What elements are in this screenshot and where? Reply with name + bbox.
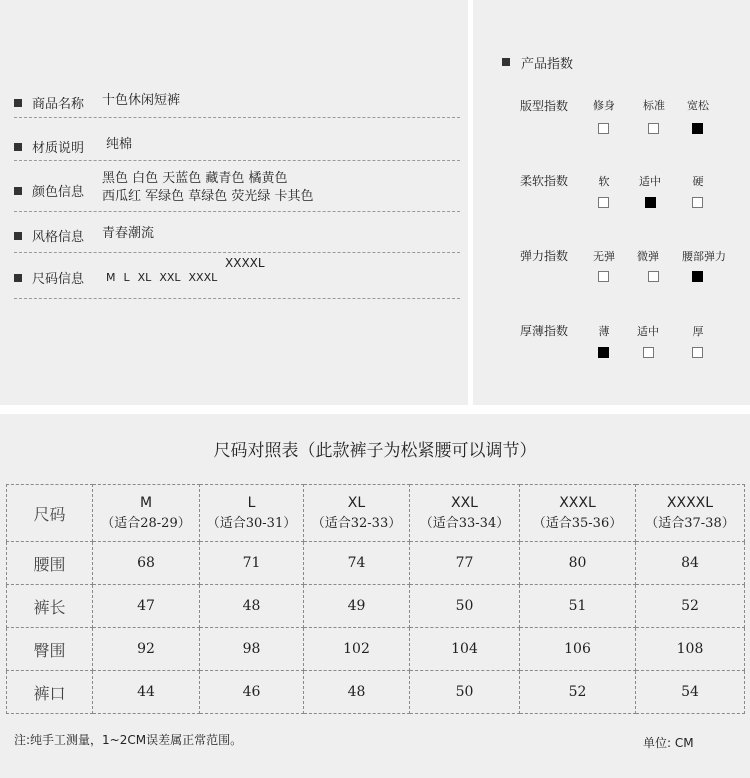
dashed-divider <box>14 252 460 253</box>
table-cell: 102 <box>304 628 410 671</box>
info-row-style <box>14 226 460 256</box>
index-option: 微弹 <box>637 250 659 263</box>
info-row-colors <box>14 170 460 218</box>
dashed-divider <box>14 160 460 161</box>
index-checkbox <box>598 123 609 134</box>
table-cell: 108 <box>636 628 745 671</box>
index-checkbox-selected <box>692 123 703 134</box>
size-item: L <box>123 271 130 284</box>
index-label: 弹力指数 <box>520 249 569 263</box>
size-name: M <box>139 495 153 511</box>
dashed-divider <box>14 211 460 212</box>
table-cell: 98 <box>200 628 304 671</box>
table-cell: 71 <box>200 542 304 585</box>
table-cell: 92 <box>93 628 200 671</box>
table-row <box>7 585 745 628</box>
index-checkbox <box>648 271 659 282</box>
info-label: 商品名称 <box>32 97 85 112</box>
index-option: 薄 <box>598 325 610 338</box>
table-cell: 44 <box>93 671 200 714</box>
index-label: 厚薄指数 <box>520 324 569 338</box>
table-cell: 48 <box>200 585 304 628</box>
table-cell: 47 <box>93 585 200 628</box>
product-index-panel <box>473 0 750 405</box>
index-checkbox-selected <box>645 197 656 208</box>
size-chart-table <box>6 484 745 714</box>
index-checkbox <box>692 347 703 358</box>
bullet-square <box>14 187 22 195</box>
unit-label: 单位: CM <box>643 736 694 750</box>
index-label: 版型指数 <box>520 99 569 113</box>
index-checkbox <box>643 347 654 358</box>
table-cell: 52 <box>636 585 745 628</box>
table-header-cell <box>410 485 520 542</box>
info-value-line1: 黑色 白色 天蓝色 藏青色 橘黄色 <box>102 171 288 186</box>
size-fit: （适合28-29） <box>101 516 191 531</box>
index-option: 软 <box>598 175 610 188</box>
table-cell: 52 <box>520 671 636 714</box>
table-corner-label: 尺码 <box>7 485 93 542</box>
index-option: 硬 <box>692 175 704 188</box>
table-cell: 51 <box>520 585 636 628</box>
size-name: XL <box>347 495 366 511</box>
info-label: 尺码信息 <box>32 272 85 287</box>
size-item: XXL <box>159 271 181 284</box>
index-option: 无弹 <box>593 250 615 263</box>
index-checkbox-selected <box>598 347 609 358</box>
size-fit: （适合32-33） <box>311 516 402 531</box>
info-row-name <box>14 93 460 119</box>
table-row <box>7 671 745 714</box>
size-name: L <box>247 495 256 511</box>
index-option: 宽松 <box>687 99 709 112</box>
index-checkbox <box>648 123 659 134</box>
index-option: 修身 <box>593 99 615 112</box>
table-row <box>7 628 745 671</box>
size-fit: （适合35-36） <box>532 516 623 531</box>
table-cell: 68 <box>93 542 200 585</box>
size-name: XXXL <box>559 495 596 511</box>
info-value: 青春潮流 <box>102 226 155 241</box>
table-cell: 50 <box>410 585 520 628</box>
index-option: 标准 <box>643 99 665 112</box>
dashed-divider <box>14 117 460 118</box>
size-item: XL <box>137 271 152 284</box>
measurement-note: 注:纯手工测量，1~2CM误差属正常范围。 <box>14 733 243 747</box>
row-label: 裤口 <box>7 671 93 714</box>
bullet-square <box>14 99 22 107</box>
bullet-square <box>14 143 22 151</box>
size-fit: （适合33-34） <box>419 516 510 531</box>
index-option: 腰部弹力 <box>682 250 726 263</box>
size-fit: （适合30-31） <box>206 516 297 531</box>
info-value: 十色休闲短裤 <box>102 93 181 108</box>
table-header-cell <box>520 485 636 542</box>
table-cell: 77 <box>410 542 520 585</box>
size-list <box>106 269 225 287</box>
index-panel-title: 产品指数 <box>521 57 574 72</box>
size-table-title: 尺码对照表（此款裤子为松紧腰可以调节） <box>213 441 537 461</box>
table-cell: 84 <box>636 542 745 585</box>
table-row <box>7 542 745 585</box>
index-option: 适中 <box>639 175 661 188</box>
index-option: 适中 <box>637 325 659 338</box>
info-label: 颜色信息 <box>32 185 85 200</box>
index-checkbox <box>692 197 703 208</box>
table-cell: 54 <box>636 671 745 714</box>
table-header-cell <box>636 485 745 542</box>
index-checkbox <box>598 197 609 208</box>
index-label: 柔软指数 <box>520 174 569 188</box>
table-cell: 50 <box>410 671 520 714</box>
size-item: M <box>106 271 116 284</box>
size-name: XXL <box>451 495 478 511</box>
index-checkbox <box>598 271 609 282</box>
table-cell: 48 <box>304 671 410 714</box>
table-header-row <box>7 485 745 542</box>
size-item: XXXL <box>188 271 218 284</box>
table-cell: 104 <box>410 628 520 671</box>
index-option: 厚 <box>692 325 704 338</box>
info-value-line2: 西瓜红 军绿色 草绿色 荧光绿 卡其色 <box>102 189 314 204</box>
table-cell: 46 <box>200 671 304 714</box>
table-header-cell <box>93 485 200 542</box>
info-row-material <box>14 137 460 163</box>
info-label: 风格信息 <box>32 230 85 245</box>
table-cell: 106 <box>520 628 636 671</box>
row-label: 腰围 <box>7 542 93 585</box>
table-header-cell <box>304 485 410 542</box>
bullet-square <box>502 58 510 66</box>
row-label: 臀围 <box>7 628 93 671</box>
row-label: 裤长 <box>7 585 93 628</box>
table-cell: 80 <box>520 542 636 585</box>
size-name: XXXXL <box>666 495 714 511</box>
size-extra: XXXXL <box>225 256 265 270</box>
size-fit: （适合37-38） <box>645 516 735 531</box>
table-cell: 74 <box>304 542 410 585</box>
info-value: 纯棉 <box>106 137 133 152</box>
table-cell: 49 <box>304 585 410 628</box>
dashed-divider <box>14 298 460 299</box>
table-header-cell <box>200 485 304 542</box>
info-row-sizes <box>14 256 460 302</box>
bullet-square <box>14 274 22 282</box>
bullet-square <box>14 232 22 240</box>
index-checkbox-selected <box>692 271 703 282</box>
info-label: 材质说明 <box>32 141 85 156</box>
